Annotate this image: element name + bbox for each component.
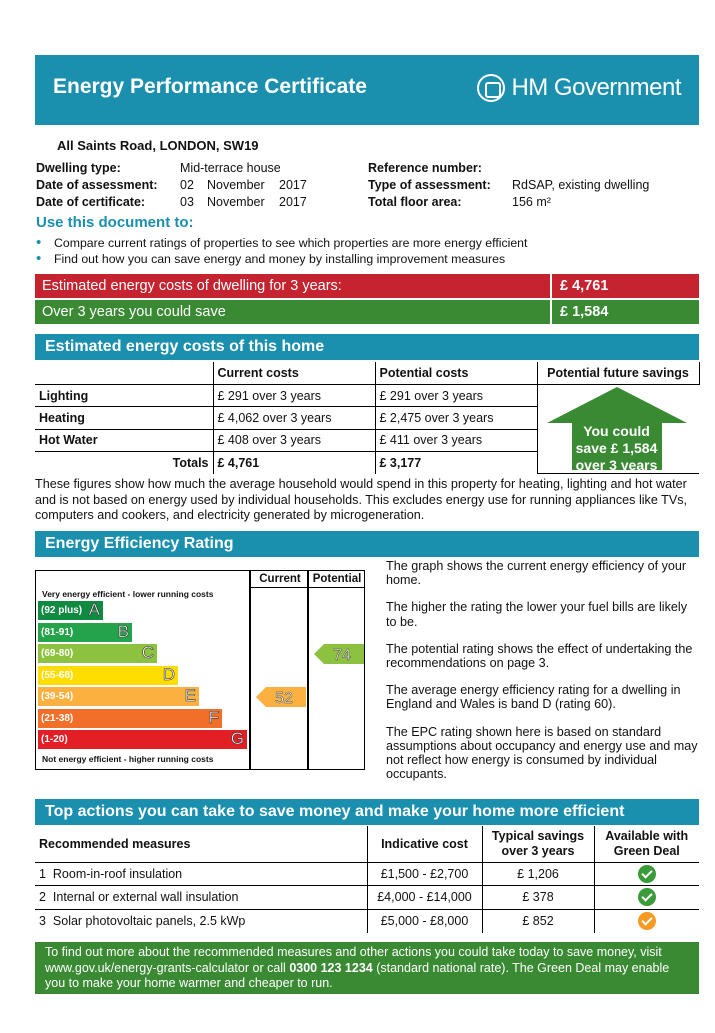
rating-band-b: [38, 623, 132, 642]
green-deal-header: [594, 826, 699, 862]
measure-cell: [35, 886, 367, 910]
assessment-day: 02: [180, 178, 194, 192]
band-letter: B: [117, 621, 129, 641]
certificate-day: 03: [180, 195, 194, 209]
footer-phone: 0300 123 1234: [289, 960, 373, 975]
rating-paragraph: The EPC rating shown here is based on standard assumptions about occupancy and energy use and may not reflect how energy is consumed by individual occupants.: [386, 724, 698, 782]
estimated-cost-label: Estimated energy costs of dwelling for 3 years:: [35, 274, 552, 298]
floor-area-value: 156 m²: [512, 195, 551, 209]
use-document-title: Use this document to:: [36, 214, 194, 231]
energy-rating-graph: [35, 570, 365, 770]
band-letter: G: [230, 729, 244, 748]
savings-line: You could: [583, 422, 650, 439]
hm-government-logo: [477, 74, 681, 102]
dwelling-type-value: Mid-terrace house: [180, 161, 281, 175]
savings-value: £ 1,584: [560, 304, 609, 320]
green-deal-cell: [594, 862, 699, 886]
current-costs-header: Current costs: [213, 362, 375, 384]
hm-government-text: HM Government: [511, 74, 681, 101]
potential-rating-indicator: [314, 644, 364, 664]
certificate-year: 2017: [279, 195, 307, 209]
graph-divider: [249, 571, 251, 769]
certificate-month: November: [207, 195, 265, 209]
assessment-type-label: Type of assessment:: [368, 178, 491, 192]
savings-line: save £ 1,584: [575, 439, 658, 456]
energy-costs-section-title: Estimated energy costs of this home: [35, 334, 699, 360]
rating-paragraph: The higher the rating the lower your fuel bills are likely to be.: [386, 600, 688, 629]
table-row: [35, 886, 699, 910]
potential-rating-value: 74: [333, 646, 351, 664]
reference-number-label: Reference number:: [368, 161, 482, 175]
band-range: (1-20): [41, 734, 68, 745]
total-potential: £ 3,177: [375, 452, 537, 474]
royal-crest-icon: [477, 74, 505, 102]
savings-header-line: Typical savings: [491, 829, 585, 844]
rating-band-f: [38, 709, 222, 728]
measure-name: Solar photovoltaic panels, 2.5 kWp: [52, 914, 246, 928]
footer-text: (standard national rate). The Green Deal may enable you to make your home warmer and cheaper to run.: [45, 960, 670, 991]
blank-cell: [35, 362, 213, 384]
band-letter: A: [88, 600, 100, 619]
rating-band-g: [38, 730, 247, 749]
totals-label: Totals: [35, 452, 213, 474]
band-range: (39-54): [41, 691, 74, 702]
costs-note: These figures show how much the average household would spend in this property for heating, lighting and hot water and is not based on energy used by individual households. This excludes energy use for running appliances like TVs, computers and cookers, and electricity generated by microgeneration.: [35, 477, 688, 522]
table-row: [35, 384, 699, 406]
hot-water-current: £ 408 over 3 years: [213, 429, 375, 451]
rating-paragraph: The graph shows the current energy efficiency of your home.: [386, 559, 687, 588]
band-letter: D: [162, 664, 175, 684]
heating-label: Heating: [35, 407, 213, 429]
footer-info: [35, 942, 699, 994]
property-address: All Saints Road, LONDON, SW19: [57, 138, 259, 153]
assessment-type-value: RdSAP, existing dwelling: [512, 178, 650, 192]
potential-costs-header: Potential costs: [375, 362, 537, 384]
band-range: (21-38): [41, 712, 74, 724]
green-deal-header-line: Green Deal: [613, 843, 680, 858]
green-deal-cell: [594, 886, 699, 910]
rating-paragraph: The potential rating shows the effect of undertaking the recommendations on page 3.: [386, 641, 693, 671]
top-actions-section-title: Top actions you can take to save money and make your home more efficient: [35, 799, 699, 825]
measure-name: Internal or external wall insulation: [52, 890, 239, 905]
savings-header-line: over 3 years: [501, 843, 575, 858]
check-icon: [638, 888, 656, 906]
rating-explanation: [386, 559, 699, 794]
rating-paragraph: The average energy efficiency rating for a dwelling in England and Wales is band D (rating 60).: [386, 683, 681, 712]
current-rating-value: 52: [275, 689, 293, 707]
band-letter: C: [141, 643, 154, 662]
lighting-potential: £ 291 over 3 years: [375, 384, 537, 406]
savings-label: Over 3 years you could save: [35, 300, 552, 324]
estimated-cost-bar: [35, 274, 699, 298]
measure-cell: [35, 862, 367, 886]
assessment-month: November: [207, 178, 265, 192]
graph-divider: [307, 571, 309, 769]
hot-water-potential: £ 411 over 3 years: [375, 429, 537, 451]
use-document-list: [36, 236, 527, 267]
rating-band-d: [38, 666, 178, 685]
reference-number-row: [368, 160, 649, 177]
table-header-row: [35, 362, 699, 384]
assessment-date-value: [180, 177, 307, 194]
top-actions-table: [35, 826, 699, 933]
current-rating-indicator: [256, 687, 306, 707]
lighting-current: £ 291 over 3 years: [213, 384, 375, 406]
check-icon: [638, 912, 656, 930]
estimated-cost-value: £ 4,761: [560, 278, 609, 294]
graph-header-line: [251, 587, 364, 588]
savings-header: [482, 826, 594, 862]
energy-rating-section-title: Energy Efficiency Rating: [35, 531, 699, 557]
typical-savings: £ 1,206: [482, 862, 594, 886]
heating-current: £ 4,062 over 3 years: [213, 407, 375, 429]
table-row: [35, 909, 699, 933]
rating-band-a: [38, 601, 103, 620]
floor-area-label: Total floor area:: [368, 195, 462, 209]
rating-band-c: [38, 644, 157, 663]
typical-savings: £ 852: [482, 909, 594, 933]
very-efficient-label: Very energy efficient - lower running costs: [42, 589, 214, 599]
dwelling-type-row: [36, 160, 307, 177]
certificate-date-value: [180, 194, 307, 211]
epc-header: [35, 55, 699, 125]
energy-costs-table: [35, 362, 700, 474]
heating-potential: £ 2,475 over 3 years: [375, 407, 537, 429]
measure-name: Room-in-roof insulation: [52, 866, 183, 881]
measure-number: 1: [39, 866, 46, 881]
use-document-bullet: • Find out how you can save energy and money by installing improvement measures: [36, 252, 527, 268]
use-document-bullet: • Compare current ratings of properties to see which properties are more energy efficient: [36, 236, 527, 252]
rating-band-e: [38, 687, 199, 706]
savings-bar: [35, 300, 699, 324]
current-column-header: Current: [259, 573, 301, 585]
assessment-type-row: [368, 177, 649, 194]
total-current: £ 4,761: [213, 452, 375, 474]
indicative-cost: £4,000 - £14,000: [367, 886, 482, 910]
measure-number: 3: [39, 914, 46, 928]
potential-savings-header: Potential future savings: [537, 362, 699, 384]
green-deal-header-line: Available with: [605, 829, 689, 844]
table-row: [35, 862, 699, 886]
certificate-date-row: [36, 194, 307, 211]
document-title: Energy Performance Certificate: [53, 75, 367, 98]
assessment-date-row: [36, 177, 307, 194]
assessment-info: [368, 160, 649, 211]
band-range: (55-68): [41, 669, 74, 681]
indicative-cost: £1,500 - £2,700: [367, 862, 482, 886]
lighting-label: Lighting: [35, 384, 213, 406]
band-letter: E: [184, 686, 196, 705]
typical-savings: £ 378: [482, 886, 594, 910]
dwelling-info: [36, 160, 307, 211]
indicative-cost: £5,000 - £8,000: [367, 909, 482, 933]
potential-column-header: Potential: [312, 573, 362, 585]
hot-water-label: Hot Water: [35, 429, 213, 451]
floor-area-row: [368, 194, 649, 211]
band-letter: F: [208, 707, 219, 727]
savings-arrow-text: [547, 423, 687, 474]
assessment-date-label: Date of assessment:: [36, 178, 158, 192]
band-range: (81-91): [41, 626, 74, 638]
footer-text: To find out more about the recommended measures and other actions you could take today to save money, visit www.gov.uk/energy-grants-calculator or call: [45, 945, 662, 975]
potential-savings-cell: [537, 384, 699, 474]
check-icon: [638, 865, 656, 883]
table-header-row: [35, 826, 699, 862]
green-deal-cell: [594, 909, 699, 933]
not-efficient-label: Not energy efficient - higher running costs: [42, 754, 214, 764]
certificate-date-label: Date of certificate:: [36, 195, 146, 209]
savings-line: over 3 years: [575, 456, 658, 473]
assessment-year: 2017: [279, 178, 307, 192]
measures-header: Recommended measures: [35, 826, 367, 862]
band-range: (92 plus): [41, 605, 83, 616]
measure-number: 2: [39, 890, 46, 905]
dwelling-type-label: Dwelling type:: [36, 161, 121, 175]
cost-header: Indicative cost: [367, 826, 482, 862]
band-range: (69-80): [41, 648, 74, 659]
measure-cell: [35, 909, 367, 933]
